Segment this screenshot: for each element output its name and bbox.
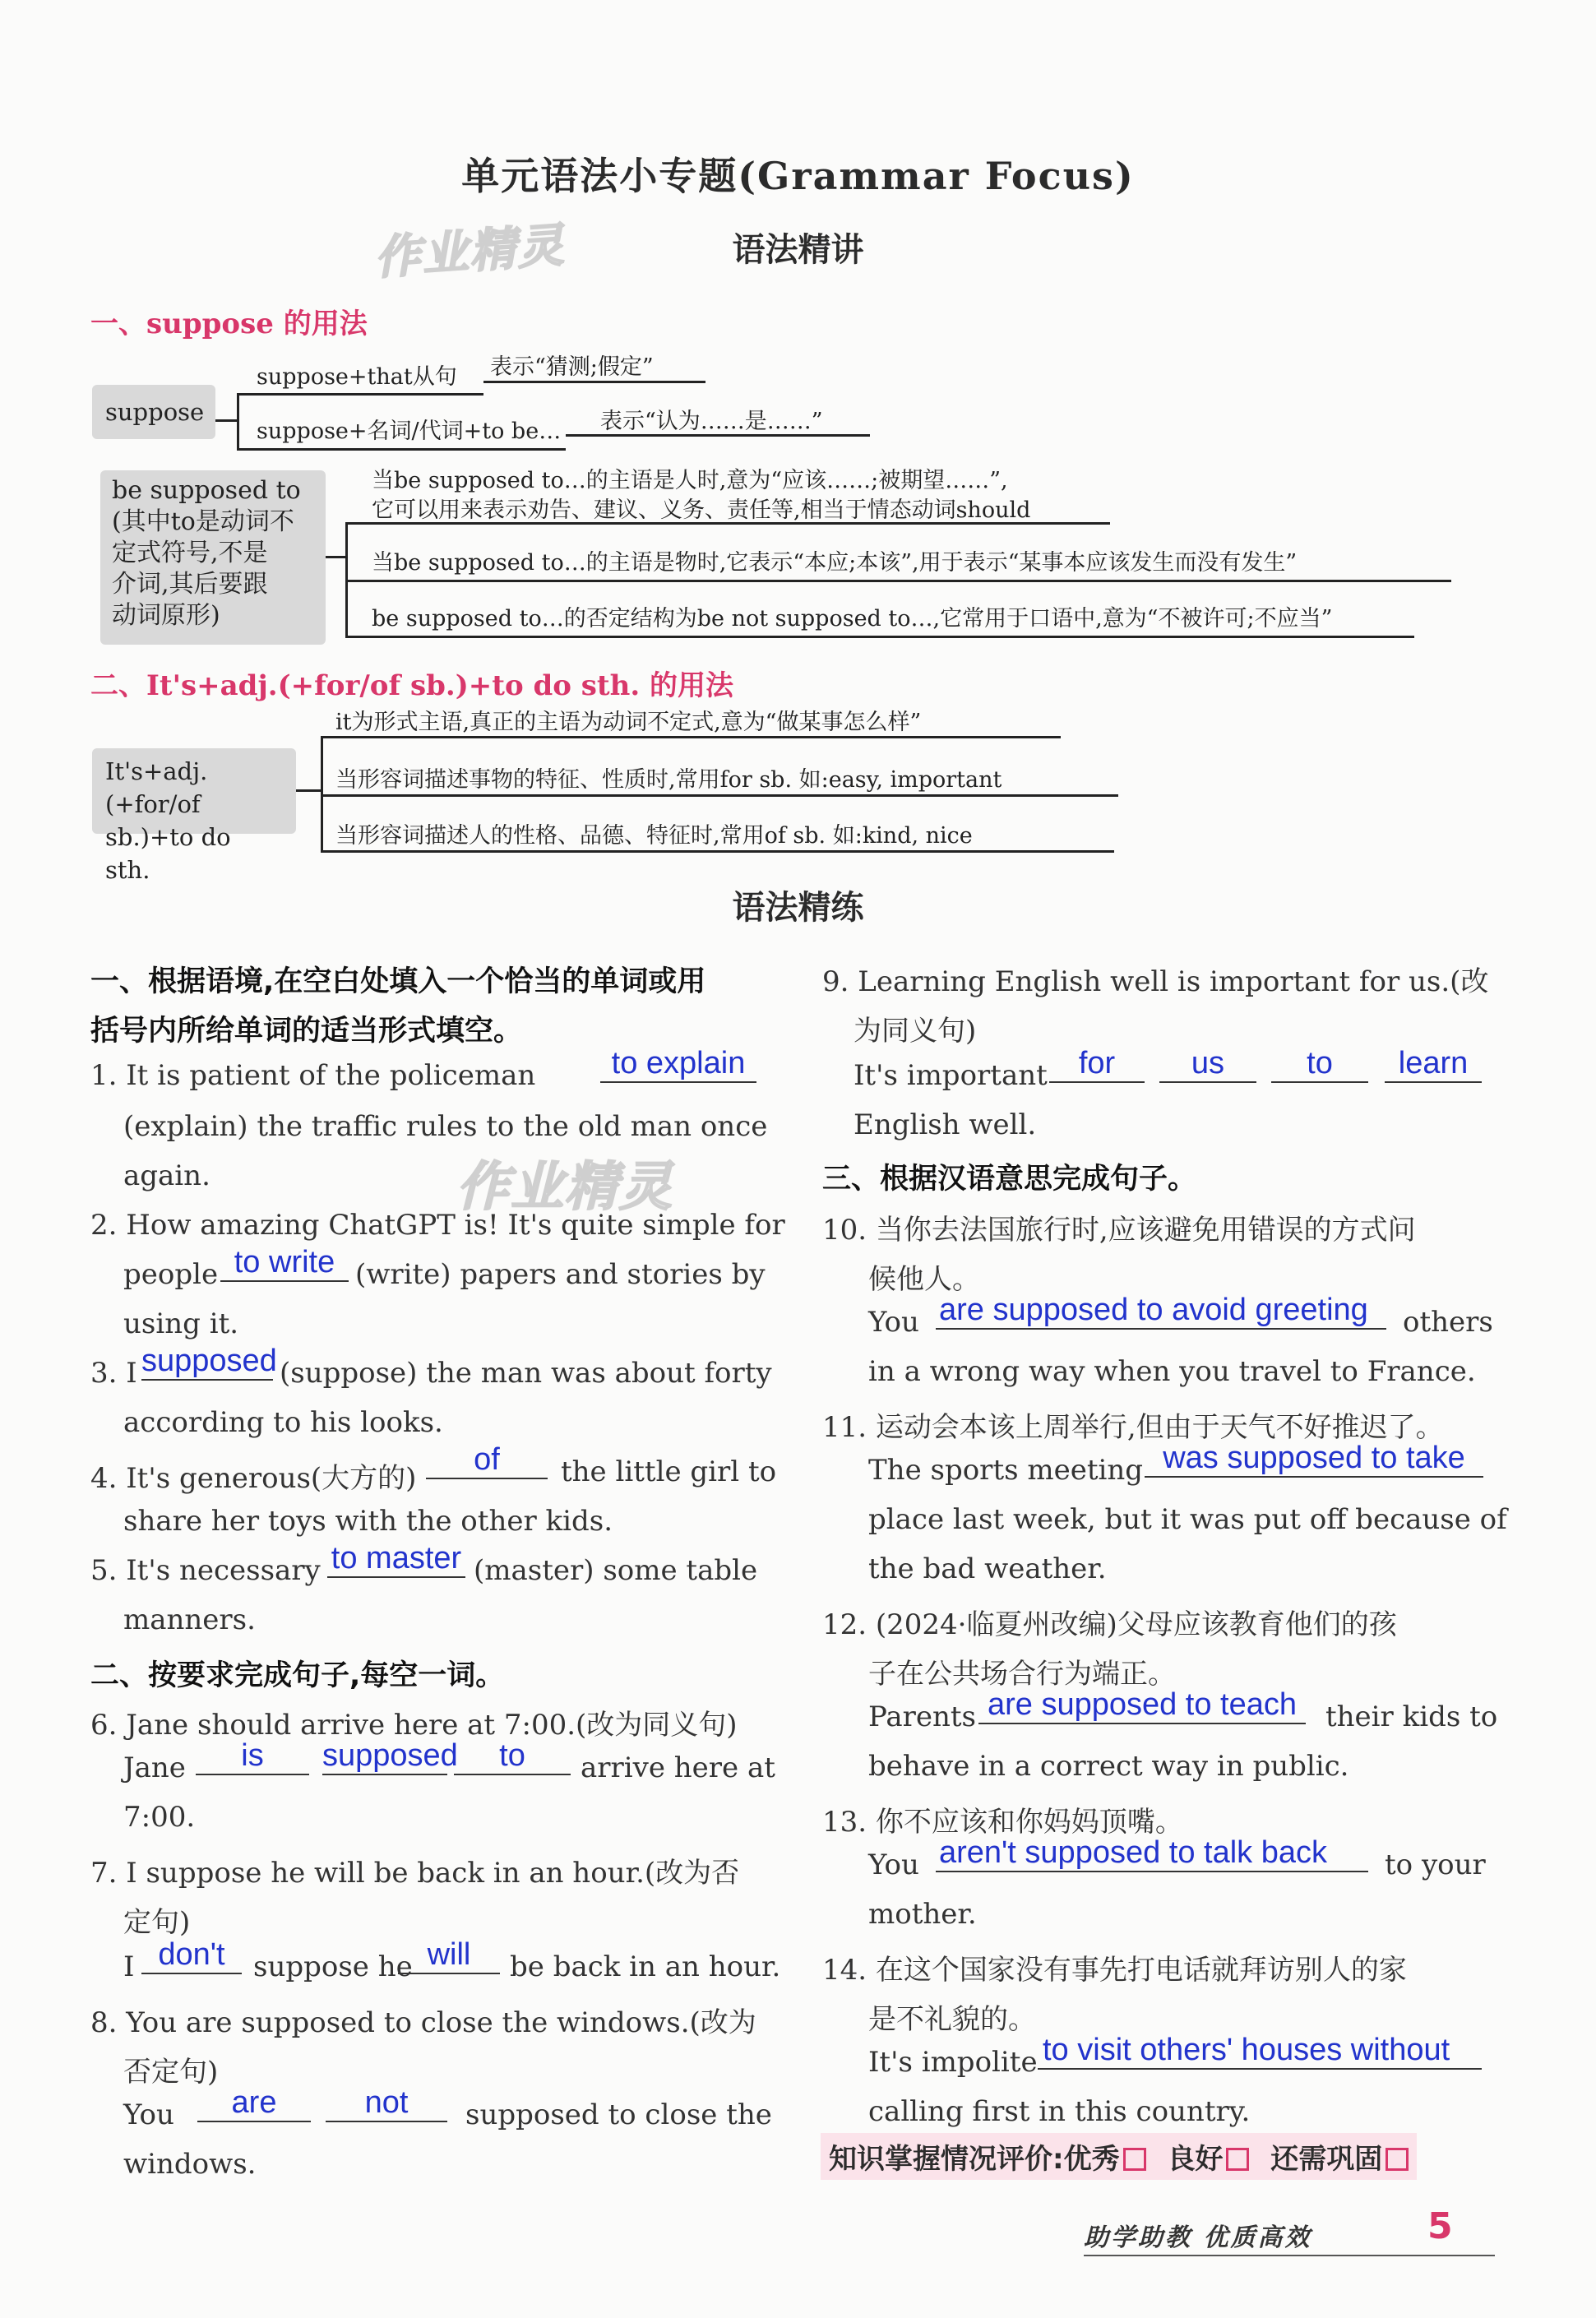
q8-line1: 8. You are supposed to close the windows.(改为 bbox=[90, 2006, 756, 2039]
q12-post: their kids to bbox=[1325, 1700, 1498, 1733]
q9-answer-2: us bbox=[1159, 1046, 1256, 1083]
q6-answer-3: to bbox=[454, 1738, 571, 1775]
q14-answer: to visit others' houses without bbox=[1038, 2033, 1482, 2070]
its-adj-note-2: 当形容词描述事物的特征、性质时,常用for sb. 如:easy, important bbox=[335, 767, 1002, 793]
q7-post: be back in an hour. bbox=[510, 1950, 781, 1983]
q13-pre: You bbox=[868, 1848, 919, 1881]
bst-note-1a: 当be supposed to…的主语是人时,意为“应该……;被期望……”, bbox=[372, 468, 1008, 493]
q13-answer: aren't supposed to talk back bbox=[936, 1835, 1368, 1872]
q8-pre: You bbox=[123, 2098, 174, 2131]
suppose-meaning-1: 表示“猜测;假定” bbox=[490, 354, 654, 380]
q3-pre: 3. I bbox=[90, 1357, 137, 1390]
q10-answer: are supposed to avoid greeting bbox=[936, 1293, 1386, 1330]
q8-answer-2: not bbox=[326, 2085, 447, 2122]
watermark-2: 作业精灵 bbox=[456, 1157, 673, 1218]
page-title: 单元语法小专题(Grammar Focus) bbox=[461, 154, 1135, 198]
suppose-meaning-2: 表示“认为……是……” bbox=[600, 409, 823, 434]
q6-answer-2: supposed bbox=[322, 1738, 447, 1775]
q10-post: others bbox=[1403, 1306, 1493, 1339]
checkbox-excellent[interactable] bbox=[1123, 2148, 1146, 2171]
q5-pre: 5. It's necessary bbox=[90, 1554, 321, 1587]
its-adj-note-1: it为形式主语,真正的主语为动词不定式,意为“做某事怎么样” bbox=[335, 710, 922, 735]
q9-line3: English well. bbox=[854, 1108, 1037, 1141]
suppose-branch-1: suppose+that从句 bbox=[257, 364, 457, 390]
bst-note-3: be supposed to…的否定结构为be not supposed to…,它常用于口语中,意为“不被许可;不应当” bbox=[372, 606, 1333, 632]
part2-heading: 二、按要求完成句子,每空一词。 bbox=[90, 1659, 505, 1692]
suppose-box: suppose bbox=[92, 385, 215, 439]
q1-line1: 1. It is patient of the policeman bbox=[90, 1059, 536, 1092]
q11-pre: The sports meeting bbox=[868, 1454, 1144, 1487]
q3-post: (suppose) the man was about forty bbox=[280, 1357, 772, 1390]
q13-line1: 13. 你不应该和你妈妈顶嘴。 bbox=[822, 1806, 1183, 1839]
q12-line1: 12. (2024·临夏州改编)父母应该教育他们的孩 bbox=[822, 1608, 1397, 1641]
bst-note-1b: 它可以用来表示劝告、建议、义务、责任等,相当于情态动词should bbox=[372, 497, 1031, 523]
q4-line2: share her toys with the other kids. bbox=[123, 1505, 613, 1538]
q7-pre: I bbox=[123, 1950, 135, 1983]
q9-line1: 9. Learning English well is important for us.(改 bbox=[822, 965, 1489, 998]
subtitle-grammar-explain: 语法精讲 bbox=[732, 230, 864, 269]
q7-answer-1: don't bbox=[141, 1937, 242, 1974]
q7-line2: 定句) bbox=[123, 1906, 191, 1939]
q2-line3: using it. bbox=[123, 1307, 239, 1340]
q3-answer: supposed bbox=[141, 1344, 273, 1381]
q1-answer: to explain bbox=[600, 1046, 756, 1083]
q3-line2: according to his looks. bbox=[123, 1406, 443, 1439]
footer-slogan: 助学助教 优质高效 bbox=[1084, 2223, 1312, 2252]
q2-answer: to write bbox=[220, 1245, 349, 1282]
q11-line3: the bad weather. bbox=[868, 1552, 1107, 1585]
q14-pre: It's impolite bbox=[868, 2046, 1038, 2079]
q1-line2: (explain) the traffic rules to the old man once bbox=[123, 1110, 768, 1143]
checkbox-good[interactable] bbox=[1226, 2148, 1249, 2171]
q9-answer-3: to bbox=[1271, 1046, 1368, 1083]
q11-line1: 11. 运动会本该上周举行,但由于天气不好推迟了。 bbox=[822, 1411, 1444, 1444]
watermark: 作业精灵 bbox=[372, 218, 567, 286]
q6-line3: 7:00. bbox=[123, 1801, 196, 1834]
q1-line3: again. bbox=[123, 1159, 210, 1192]
q5-answer: to master bbox=[327, 1541, 465, 1578]
q10-line2: 候他人。 bbox=[868, 1263, 980, 1296]
section-heading-its-adj: 二、It's+adj.(+for/of sb.)+to do sth. 的用法 bbox=[90, 669, 734, 702]
q6-answer-1: is bbox=[196, 1738, 309, 1775]
part3-heading: 三、根据汉语意思完成句子。 bbox=[822, 1163, 1197, 1196]
q4-post: the little girl to bbox=[561, 1455, 777, 1488]
q4-answer: of bbox=[426, 1442, 548, 1479]
q14-line2: 是不礼貌的。 bbox=[868, 2003, 1036, 2036]
q2-post: (write) papers and stories by bbox=[355, 1258, 766, 1291]
part1-heading-b: 括号内所给单词的适当形式填空。 bbox=[90, 1015, 523, 1048]
q12-answer: are supposed to teach bbox=[978, 1687, 1306, 1724]
q6-line1: 6. Jane should arrive here at 7:00.(改为同义句) bbox=[90, 1709, 738, 1742]
q8-post: supposed to close the bbox=[465, 2098, 772, 2131]
its-adj-note-3: 当形容词描述人的性格、品德、特征时,常用of sb. 如:kind, nice bbox=[335, 823, 973, 849]
q10-pre: You bbox=[868, 1306, 919, 1339]
q14-line3: calling first in this country. bbox=[868, 2095, 1251, 2128]
subtitle-grammar-practice: 语法精练 bbox=[732, 888, 864, 927]
q12-line2: 子在公共场合行为端正。 bbox=[868, 1658, 1176, 1691]
q5-post: (master) some table bbox=[474, 1554, 758, 1587]
q7-mid: suppose he bbox=[253, 1950, 413, 1983]
q6-post: arrive here at bbox=[581, 1751, 775, 1784]
q8-answer-1: are bbox=[197, 2085, 311, 2122]
mastery-evaluation: 知识掌握情况评价:优秀 良好 还需巩固 bbox=[821, 2133, 1417, 2180]
q9-answer-4: learn bbox=[1385, 1046, 1482, 1083]
q5-line2: manners. bbox=[123, 1603, 256, 1636]
q4-pre: 4. It's generous(大方的) bbox=[90, 1462, 417, 1495]
page-number: 5 bbox=[1427, 2205, 1453, 2247]
checkbox-needs-review[interactable] bbox=[1386, 2148, 1409, 2171]
suppose-branch-2: suppose+名词/代词+to be… bbox=[257, 419, 562, 444]
q8-line3: windows. bbox=[123, 2148, 257, 2181]
q14-line1: 14. 在这个国家没有事先打电话就拜访别人的家 bbox=[822, 1954, 1407, 1987]
be-supposed-to-box: be supposed to (其中to是动词不 定式符号,不是 介词,其后要跟 动词原形) bbox=[100, 470, 326, 645]
section-heading-suppose: 一、suppose 的用法 bbox=[90, 308, 368, 340]
q13-line2: mother. bbox=[868, 1898, 977, 1931]
q13-post: to your bbox=[1385, 1848, 1486, 1881]
q2-line1: 2. How amazing ChatGPT is! It's quite simple for bbox=[90, 1209, 785, 1242]
q7-line1: 7. I suppose he will be back in an hour.(改为否 bbox=[90, 1857, 740, 1890]
q6-pre: Jane bbox=[123, 1751, 186, 1784]
q7-answer-2: will bbox=[398, 1937, 500, 1974]
bst-note-2: 当be supposed to…的主语是物时,它表示“本应;本该”,用于表示“某事本应该发生而没有发生” bbox=[372, 550, 1298, 576]
q9-line2: 为同义句) bbox=[854, 1015, 977, 1048]
q12-line3: behave in a correct way in public. bbox=[868, 1750, 1349, 1783]
q10-line3: in a wrong way when you travel to France. bbox=[868, 1355, 1476, 1388]
q10-line1: 10. 当你去法国旅行时,应该避免用错误的方式问 bbox=[822, 1214, 1416, 1247]
q11-answer: was supposed to take bbox=[1145, 1441, 1483, 1478]
q9-answer-1: for bbox=[1049, 1046, 1145, 1083]
q12-pre: Parents bbox=[868, 1700, 977, 1733]
q9-pre: It's important bbox=[854, 1059, 1048, 1092]
part1-heading-a: 一、根据语境,在空白处填入一个恰当的单词或用 bbox=[90, 965, 706, 998]
q2-pre: people bbox=[123, 1258, 219, 1291]
its-adj-box: It's+adj.(+for/of sb.)+to do sth. bbox=[92, 748, 296, 834]
q8-line2: 否定句) bbox=[123, 2056, 219, 2089]
q11-line2: place last week, but it was put off because of bbox=[868, 1503, 1507, 1536]
